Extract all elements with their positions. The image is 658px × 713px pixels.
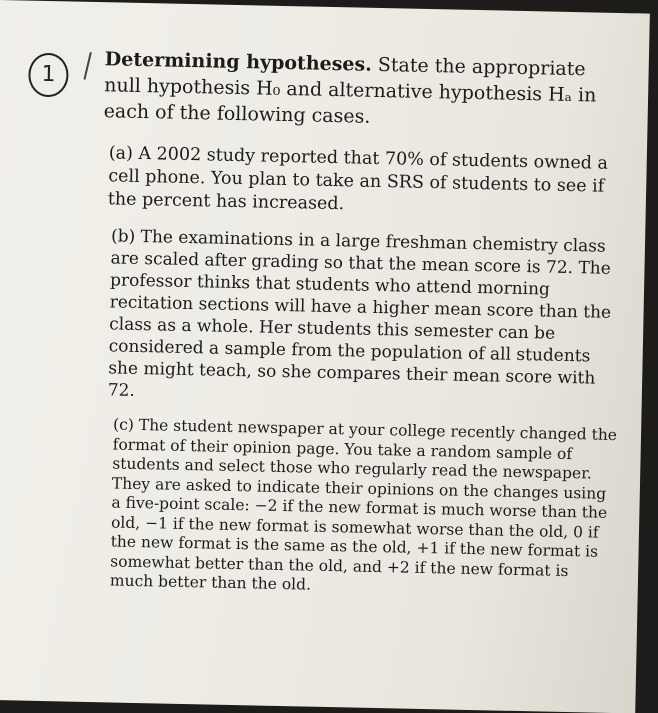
part-b-text: (b) The examinations in a large freshman chemistry class are scaled after grading so that the mean score is 72. The professor thinks that students who attend morning recitation sections will have a higher mean score than the class as a whole. Her students this semester can be considered a sample from the population of all students she might teach, so she compares their mean score with 72. (107, 226, 612, 401)
exercise-instructions: State the appropriate null hypothesis H₀ and alternative hypothesis Hₐ in each of the following cases. (103, 53, 597, 128)
problem-number: 1 (41, 61, 56, 88)
part-a-text: (a) A 2002 study reported that 70% of students owned a cell phone. You plan to take an SRS of students to see if the percent has increased. (107, 143, 609, 215)
part-c-text: (c) The student newspaper at your college recently changed the format of their opinion page. You take a random sample of students and select those who regularly read the newspaper. They are asked to indicate their opinions on the changes using a five-point scale: −2 if the new format is much worse than the old, −1 if the new format is somewhat worse than the old, 0 if the new format is the same as the old, +1 if the new format is somewhat better than the old, and +2 if the new format is much better than the old. (109, 415, 618, 594)
exercise-title: Determining hypotheses. (104, 48, 373, 76)
exercise-content (93, 46, 625, 615)
exercise-heading (103, 46, 625, 135)
handwritten-tick-mark (83, 52, 91, 80)
handwritten-circled-number (28, 53, 69, 98)
